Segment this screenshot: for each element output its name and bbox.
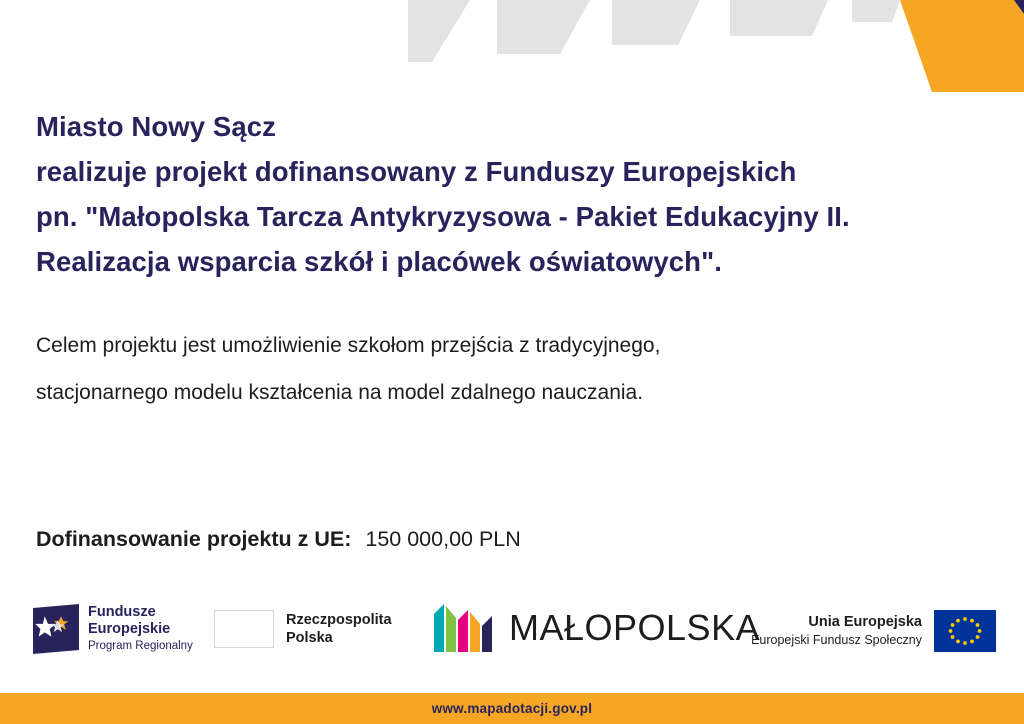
footer-bar <box>0 693 1024 724</box>
eu-flag-icon <box>934 610 996 652</box>
eu-line-1: Unia Europejska <box>808 613 922 630</box>
logo-fundusze-europejskie <box>33 604 193 654</box>
funding-value: 150 000,00 PLN <box>365 527 521 551</box>
pl-line-2: Polska <box>286 630 333 646</box>
headline-line-3: pn. "Małopolska Tarcza Antykryzysowa - Pakiet Edukacyjny II. <box>36 201 850 232</box>
fe-line-2: Europejskie <box>88 621 171 638</box>
fundusze-europejskie-text <box>88 604 193 654</box>
headline <box>36 104 986 284</box>
logo-malopolska <box>432 604 760 652</box>
headline-line-4: Realizacja wsparcia szkół i placówek oświatowych". <box>36 246 722 277</box>
fe-line-3: Program Regionalny <box>88 640 193 653</box>
footer-url[interactable]: www.mapadotacji.gov.pl <box>431 701 593 716</box>
logo-unia-europejska <box>751 610 996 652</box>
poland-flag-icon <box>214 610 274 648</box>
funding-row <box>36 527 521 552</box>
decorative-top-banner <box>0 0 1024 92</box>
body-line-1: Celem projektu jest umożliwienie szkołom przejścia z tradycyjnego, <box>36 334 661 357</box>
malopolska-wordmark: MAŁOPOLSKA <box>509 607 761 648</box>
headline-line-1: Miasto Nowy Sącz <box>36 111 276 142</box>
eu-line-2: Europejski Fundusz Społeczny <box>751 633 922 648</box>
eu-text <box>751 613 922 649</box>
fe-line-1: Fundusze <box>88 604 156 621</box>
logo-rzeczpospolita-polska <box>214 610 392 648</box>
body-text <box>36 322 966 416</box>
funding-label: Dofinansowanie projektu z UE: <box>36 527 352 551</box>
poland-text <box>286 611 392 647</box>
pl-line-1: Rzeczpospolita <box>286 611 392 628</box>
logo-strip <box>0 596 1024 674</box>
headline-line-2: realizuje projekt dofinansowany z Funduszy Europejskich <box>36 156 797 187</box>
fundusze-europejskie-stars-icon <box>33 604 79 654</box>
deco-orange-shape <box>900 0 1024 92</box>
malopolska-m-icon <box>432 604 496 652</box>
deco-grey-shapes <box>408 0 900 62</box>
body-line-2: stacjonarnego modelu kształcenia na model zdalnego nauczania. <box>36 381 644 404</box>
